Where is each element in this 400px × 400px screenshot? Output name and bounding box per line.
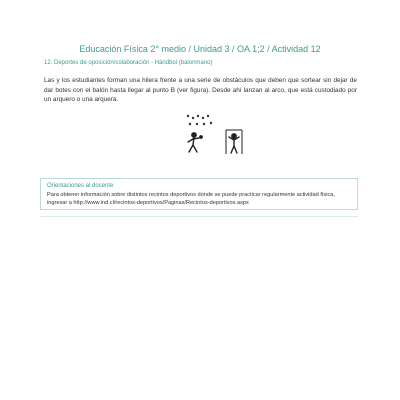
teacher-tip-box xyxy=(40,178,358,210)
activity-paragraph: Las y los estudiantes forman una hilera frente a una serie de obstáculos que deben que sortear sin dejar de dar botes con el balón hasta llegar al punto B (ver figura). Desde ahí lanzan al arco, que está custodiado por un arquero o una arquera. xyxy=(44,77,357,103)
obstacle-cones xyxy=(187,115,212,125)
handball-figure xyxy=(180,110,250,160)
goalkeeper-figure xyxy=(229,134,239,153)
tip-divider xyxy=(40,216,358,217)
page-title: Educación Física 2° medio / Unidad 3 / OA 1;2 / Actividad 12 xyxy=(79,44,321,54)
teacher-tip-title: Orientaciones al docente xyxy=(47,183,114,189)
player-figure xyxy=(188,133,202,152)
section-heading: 12. Deportes de oposición/colaboración - Hándbol (balonmano) xyxy=(44,60,213,66)
handball-drill-illustration xyxy=(180,110,250,160)
teacher-tip-text: Para obtener información sobre distintos recintos deportivos donde se puede practicar regularmente actividad física, ingresar a http://www.ind.cl/recintos-deportivos/Paginas/Recintos-deportivos.aspx xyxy=(47,192,335,206)
